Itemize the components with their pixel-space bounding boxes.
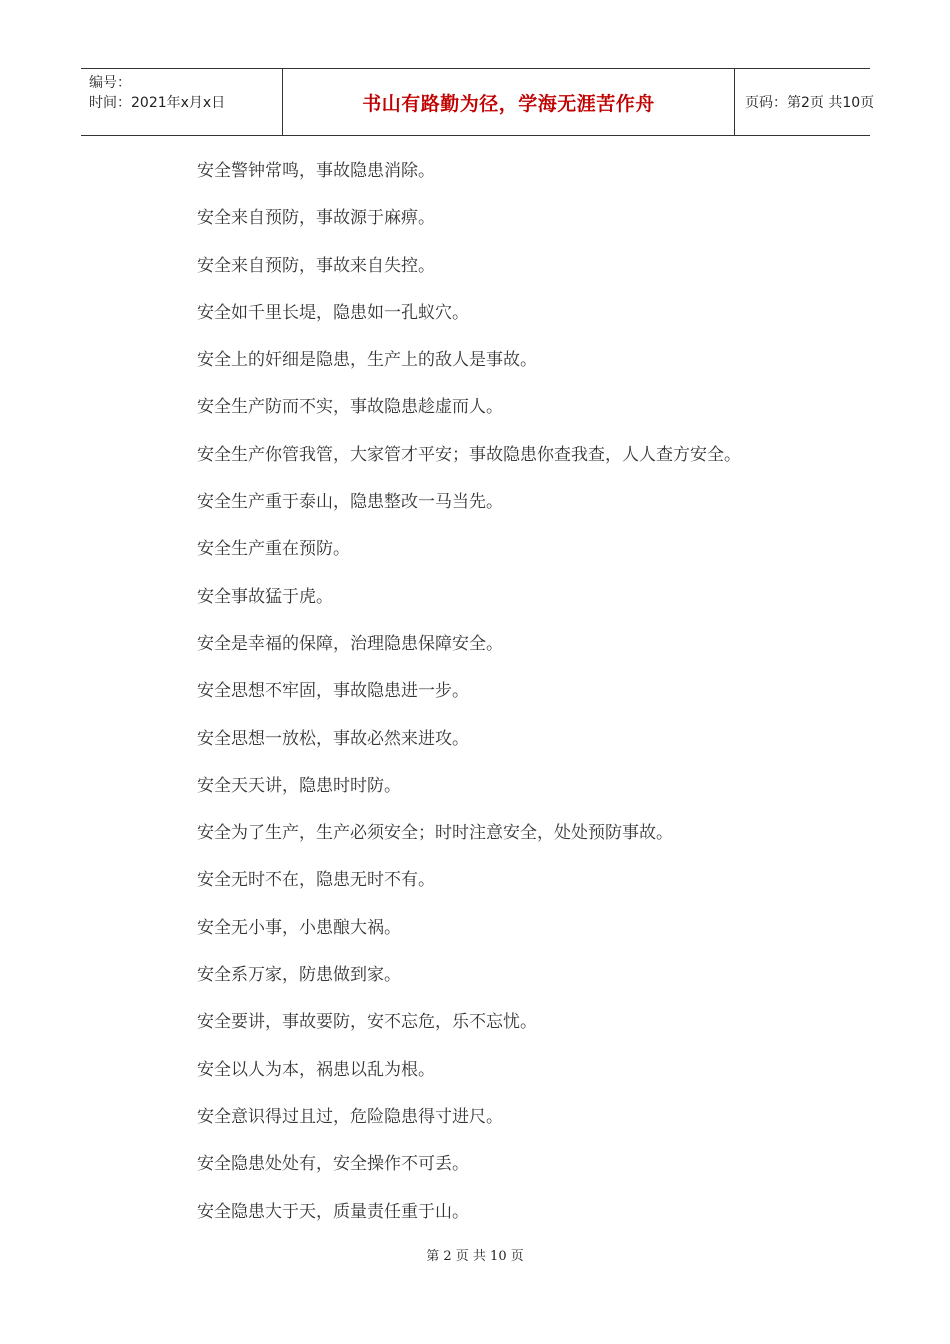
slogan-line: 安全来自预防，事故源于麻痹。 xyxy=(197,208,435,229)
slogan-line: 安全生产防而不实，事故隐患趁虚而人。 xyxy=(197,397,503,418)
number-label: 编号： xyxy=(89,75,131,91)
slogan-line: 安全系万家，防患做到家。 xyxy=(197,965,401,986)
header-motto-cell xyxy=(282,69,735,135)
footer-page-number: 第 2 页 共 10 页 xyxy=(426,1249,524,1264)
slogan-line: 安全上的奸细是隐患，生产上的敌人是事故。 xyxy=(197,350,537,371)
slogan-line: 安全来自预防，事故来自失控。 xyxy=(197,255,435,276)
slogan-line: 安全警钟常鸣，事故隐患消除。 xyxy=(197,161,435,181)
time-label: 时间：2021年x月x日 xyxy=(89,95,226,111)
header-meta xyxy=(81,69,282,135)
slogan-line: 安全思想一放松，事故必然来进攻。 xyxy=(197,728,469,749)
slogan-line: 安全如千里长堤，隐患如一孔蚁穴。 xyxy=(197,302,469,323)
slogan-line: 安全生产重于泰山，隐患整改一马当先。 xyxy=(197,492,503,513)
slogan-line: 安全以人为本，祸患以乱为根。 xyxy=(197,1059,435,1080)
slogan-line: 安全隐患处处有，安全操作不可丢。 xyxy=(197,1154,469,1175)
slogan-line: 安全为了生产，生产必须安全；时时注意安全，处处预防事故。 xyxy=(197,823,673,844)
motto-text: 书山有路勤为径，学海无涯苦作舟 xyxy=(362,92,655,115)
slogan-line: 安全天天讲，隐患时时防。 xyxy=(197,775,401,796)
slogan-line: 安全是幸福的保障，治理隐患保障安全。 xyxy=(197,633,503,654)
slogan-line: 安全无时不在，隐患无时不有。 xyxy=(197,870,435,891)
page-info-text: 页码：第2页 共10页 xyxy=(745,95,875,111)
slogan-line: 安全无小事，小患酿大祸。 xyxy=(197,917,401,938)
slogan-line: 安全思想不牢固，事故隐患进一步。 xyxy=(197,681,469,702)
slogan-line: 安全意识得过且过，危险隐患得寸进尺。 xyxy=(197,1106,503,1127)
header-page-info xyxy=(735,69,875,135)
page-header xyxy=(81,68,875,136)
slogan-line: 安全生产你管我管，大家管才平安；事故隐患你查我查，人人查方安全。 xyxy=(197,444,741,465)
slogan-line: 安全生产重在预防。 xyxy=(197,539,350,560)
slogan-line: 安全事故猛于虎。 xyxy=(197,586,333,607)
page-footer xyxy=(0,1245,950,1264)
slogan-line: 安全要讲，事故要防，安不忘危，乐不忘忧。 xyxy=(197,1012,537,1033)
slogan-line: 安全隐患大于天，质量责任重于山。 xyxy=(197,1201,469,1222)
slogan-list xyxy=(197,152,847,1240)
